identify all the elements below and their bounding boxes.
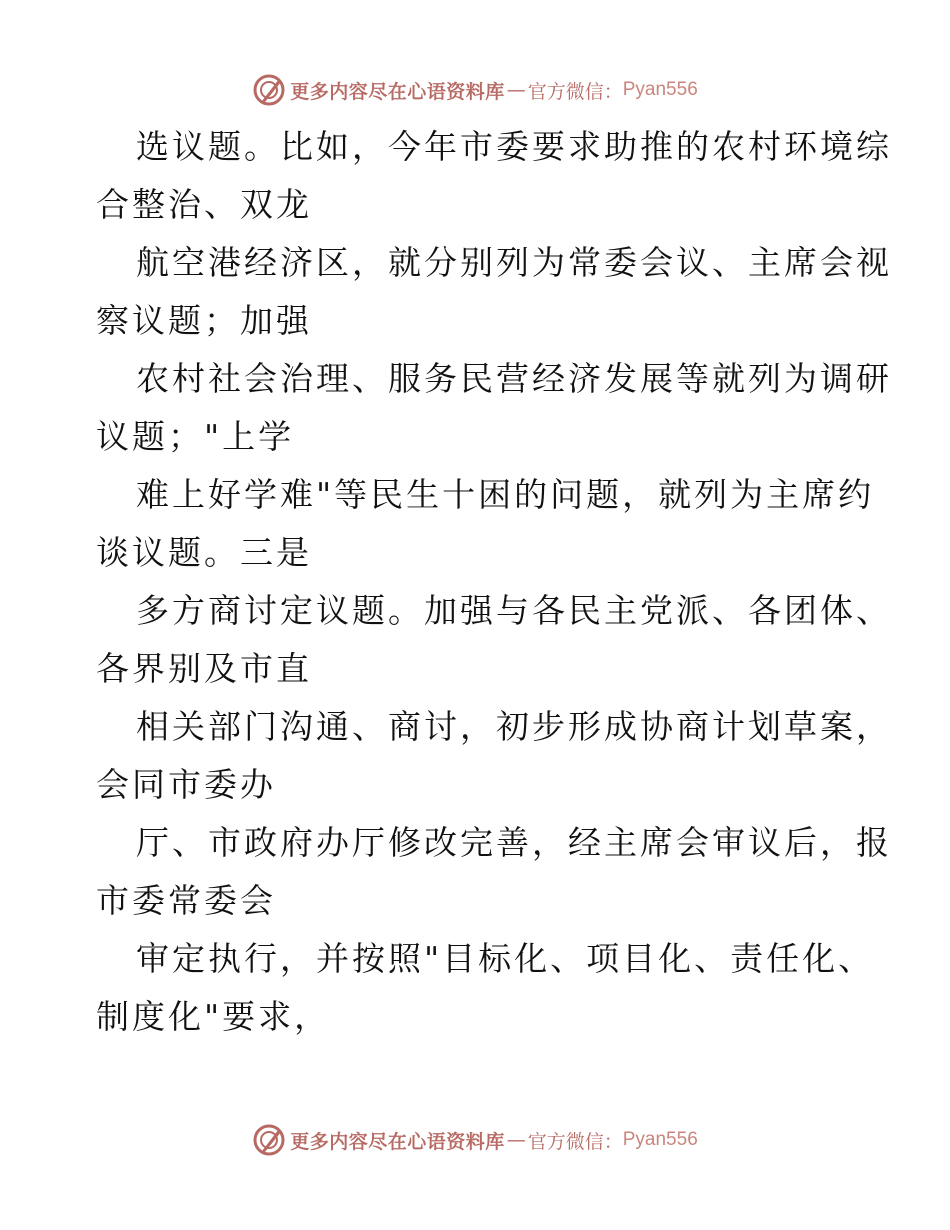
watermark-dash: — (506, 1129, 526, 1151)
watermark-main-text: 更多内容尽在心语资料库 (290, 80, 505, 103)
paragraph-line: 谈议题。三是 (96, 533, 312, 572)
quill-logo-icon (252, 1123, 286, 1157)
paragraph-line: 农村社会治理、服务民营经济发展等就列为调研 (136, 359, 892, 398)
paragraph-line: 各界别及市直 (96, 649, 312, 688)
paragraph-line: 制度化"要求， (96, 997, 331, 1036)
paragraph (96, 582, 892, 698)
paragraph (96, 930, 876, 1046)
paragraph-line: 会同市委办 (96, 765, 276, 804)
quill-logo-icon (252, 73, 286, 107)
watermark-sub-text: 官方微信： (527, 80, 623, 103)
paragraph-line: 航空港经济区，就分别列为常委会议、主席会视 (136, 243, 892, 282)
paragraph (96, 350, 892, 466)
paragraph-line: 审定执行，并按照"目标化、项目化、责任化、 (136, 939, 875, 978)
watermark-sub-text: 官方微信： (527, 1130, 623, 1153)
paragraph-line: 相关部门沟通、商讨，初步形成协商计划草案， (136, 707, 892, 746)
paragraph (96, 118, 892, 234)
paragraph (96, 234, 892, 350)
paragraph-line: 合整治、双龙 (96, 185, 312, 224)
paragraph (96, 698, 892, 814)
watermark-dash: — (506, 79, 526, 101)
header-watermark (0, 70, 950, 110)
paragraph (96, 466, 876, 582)
watermark-id-text: Pyan556 (622, 1129, 698, 1150)
watermark-main-text: 更多内容尽在心语资料库 (290, 1130, 505, 1153)
watermark-id-text: Pyan556 (622, 79, 698, 100)
paragraph-line: 选议题。比如，今年市委要求助推的农村环境综 (136, 127, 892, 166)
paragraph-line: 察议题；加强 (96, 301, 312, 340)
paragraph-line: 厅、市政府办厅修改完善，经主席会审议后，报 (136, 823, 892, 862)
footer-watermark (0, 1120, 950, 1160)
paragraph-line: 难上好学难"等民生十困的问题，就列为主席约 (136, 475, 875, 514)
paragraph-line: 多方商讨定议题。加强与各民主党派、各团体、 (136, 591, 892, 630)
paragraph-line: 议题；"上学 (96, 417, 295, 456)
paragraph-line: 市委常委会 (96, 881, 276, 920)
document-body (96, 118, 892, 1046)
paragraph (96, 814, 892, 930)
